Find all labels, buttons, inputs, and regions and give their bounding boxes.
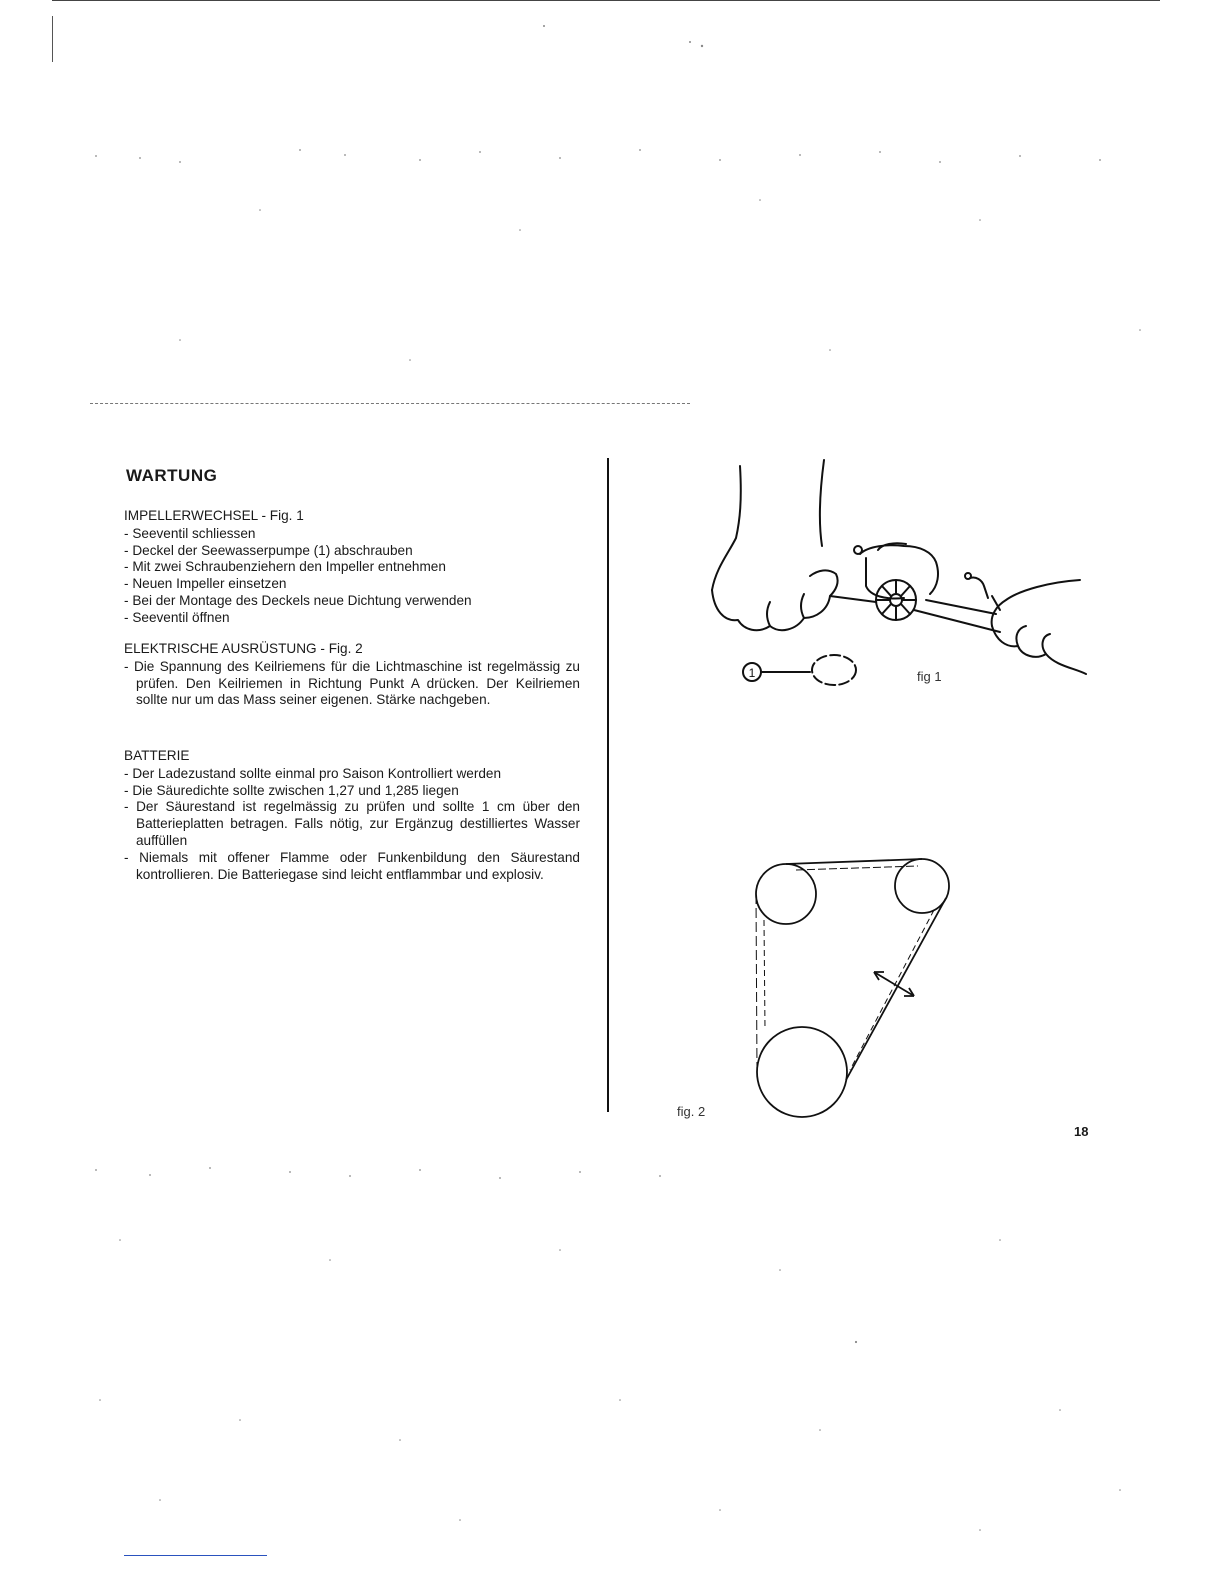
fig2-caption: fig. 2 [677, 1104, 706, 1119]
step-list [124, 526, 580, 627]
list-item: - Neuen Impeller einsetzen [124, 576, 580, 593]
column-divider [607, 458, 609, 1112]
step-list [124, 659, 580, 709]
section-heading: IMPELLERWECHSEL - Fig. 1 [124, 508, 304, 523]
fig1-impeller-illustration [700, 450, 1100, 700]
list-item: - Die Spannung des Keilriemens für die Lichtmaschine ist regelmässig zu prüfen. Den Keilriemen in Richtung Punkt A drücken. Der Keilriemen sollte nur um das Mass seiner eigenen. Stärke nachgeben. [124, 659, 580, 709]
page-number: 18 [1074, 1124, 1089, 1139]
gasket-callout-number: 1 [748, 666, 756, 680]
section-batterie [124, 748, 580, 883]
list-item: - Der Säurestand ist regelmässig zu prüfen und sollte 1 cm über den Batterieplatten betragen. Falls nötig, zur Ergänzug destilliertes Wasser auffüllen [124, 799, 580, 849]
pulley-top-left [756, 864, 816, 924]
list-item: - Die Säuredichte sollte zwischen 1,27 und 1,285 liegen [124, 783, 580, 800]
list-item: - Mit zwei Schraubenziehern den Impeller entnehmen [124, 559, 580, 576]
scan-edge-mark [52, 16, 53, 62]
fig1-caption: fig 1 [917, 669, 942, 684]
section-impellerwechsel [124, 508, 580, 627]
list-item: - Bei der Montage des Deckels neue Dichtung verwenden [124, 593, 580, 610]
fig2-vbelt-diagram [740, 850, 970, 1130]
top-rule [52, 0, 1160, 1]
step-list [124, 766, 580, 884]
bottom-underline [124, 1555, 267, 1556]
list-item: - Der Ladezustand sollte einmal pro Saison Kontrolliert werden [124, 766, 580, 783]
section-heading: BATTERIE [124, 748, 190, 763]
pulley-top-right [895, 859, 949, 913]
section-elektrische-ausruestung [124, 641, 580, 709]
list-item: - Deckel der Seewasserpumpe (1) abschrauben [124, 543, 580, 560]
list-item: - Seeventil schliessen [124, 526, 580, 543]
page-title: WARTUNG [126, 466, 218, 485]
pulley-bottom [757, 1027, 847, 1117]
list-item: - Seeventil öffnen [124, 610, 580, 627]
list-item: - Niemals mit offener Flamme oder Funkenbildung den Säurestand kontrollieren. Die Batteriegase sind leicht entflammbar und explosiv. [124, 850, 580, 884]
scan-dash-line [90, 403, 690, 404]
section-heading: ELEKTRISCHE AUSRÜSTUNG - Fig. 2 [124, 641, 363, 656]
